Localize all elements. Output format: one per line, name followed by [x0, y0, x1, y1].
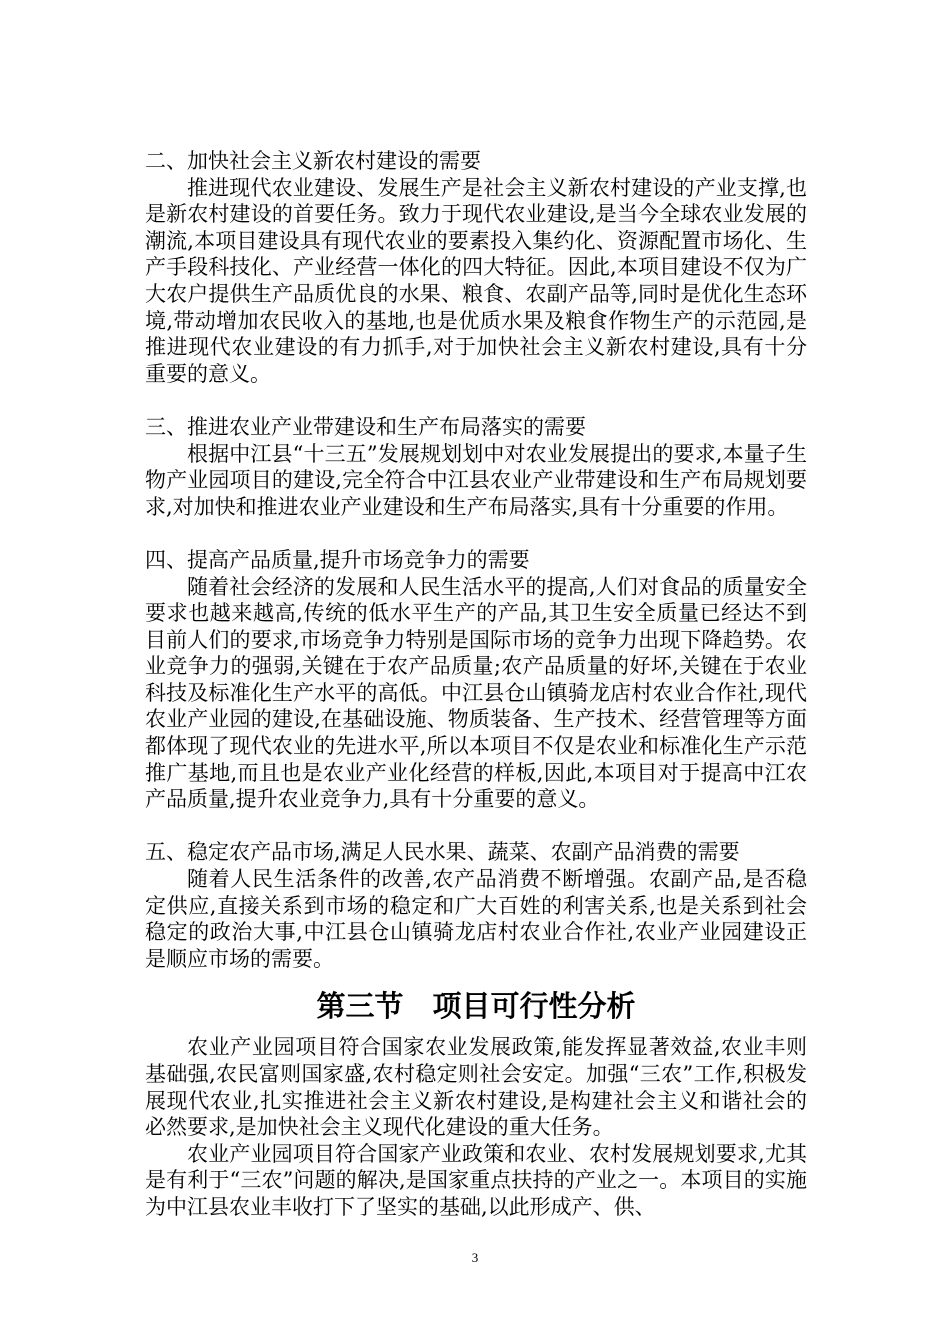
- paragraph-gap: [145, 387, 807, 414]
- section-heading-3: 三、推进农业产业带建设和生产布局落实的需要: [145, 414, 586, 439]
- page-content: [145, 148, 807, 1221]
- paragraph-gap: [145, 520, 807, 547]
- feasibility-paragraph-2: 农业产业园项目符合国家产业政策和农业、农村发展规划要求,尤其是有利于“三农”问题的解决,是国家重点扶持的产业之一。本项目的实施为中江县农业丰收打下了坚实的基础,以此形成产、供、: [145, 1141, 807, 1219]
- paragraph-gap: [145, 813, 807, 840]
- section-heading-2: 二、加快社会主义新农村建设的需要: [145, 149, 481, 173]
- section-title: 第三节 项目可行性分析: [316, 989, 636, 1024]
- section-heading-4: 四、提高产品质量,提升市场竞争力的需要: [145, 547, 530, 572]
- feasibility-paragraph-1: 农业产业园项目符合国家农业发展政策,能发挥显著效益,农业丰则基础强,农民富则国家盛,农村稳定则社会安定。加强“三农”工作,积极发展现代农业,扎实推进社会主义新农村建设,是构建社会主义和谐社会的必然要求,是加快社会主义现代化建设的重大任务。: [145, 1035, 807, 1140]
- page-number: 3: [471, 1250, 479, 1265]
- section-heading-5: 五、稳定农产品市场,满足人民水果、蔬菜、农副产品消费的需要: [145, 840, 740, 865]
- section-paragraph-3: 根据中江县“十三五”发展规划划中对农业发展提出的要求,本量子生物产业园项目的建设,完全符合中江县农业产业带建设和生产布局规划要求,对加快和推进农业产业建设和生产布局落实,具有十分重要的作用。: [145, 441, 807, 519]
- section-paragraph-4: 随着社会经济的发展和人民生活水平的提高,人们对食品的质量安全要求也越来越高,传统的低水平生产的产品,其卫生安全质量已经达不到目前人们的要求,市场竞争力特别是国际市场的竞争力出现下降趋势。农业竞争力的强弱,关键在于农产品质量;农产品质量的好坏,关键在于农业科技及标准化生产水平的高低。中江县仓山镇骑龙店村农业合作社,现代农业产业园的建设,在基础设施、物质装备、生产技术、经营管理等方面都体现了现代农业的先进水平,所以本项目不仅是农业和标准化生产示范推广基地,而且也是农业产业化经营的样板,因此,本项目对于提高中江农产品质量,提升农业竞争力,具有十分重要的意义。: [145, 574, 807, 812]
- section-paragraph-5: 随着人民生活条件的改善,农产品消费不断增强。农副产品,是否稳定供应,直接关系到市场的稳定和广大百姓的利害关系,也是关系到社会稳定的政治大事,中江县仓山镇骑龙店村农业合作社,农业产业园建设正是顺应市场的需要。: [145, 867, 807, 971]
- section-paragraph-2: 推进现代农业建设、发展生产是社会主义新农村建设的产业支撑,也是新农村建设的首要任务。致力于现代农业建设,是当今全球农业发展的潮流,本项目建设具有现代农业的要素投入集约化、资源配置市场化、生产手段科技化、产业经营一体化的四大特征。因此,本项目建设不仅为广大农户提供生产品质优良的水果、粮食、农副产品等,同时是优化生态环境,带动增加农民收入的基地,也是优质水果及粮食作物生产的示范园,是推进现代农业建设的有力抓手,对于加快社会主义新农村建设,具有十分重要的意义。: [145, 175, 807, 386]
